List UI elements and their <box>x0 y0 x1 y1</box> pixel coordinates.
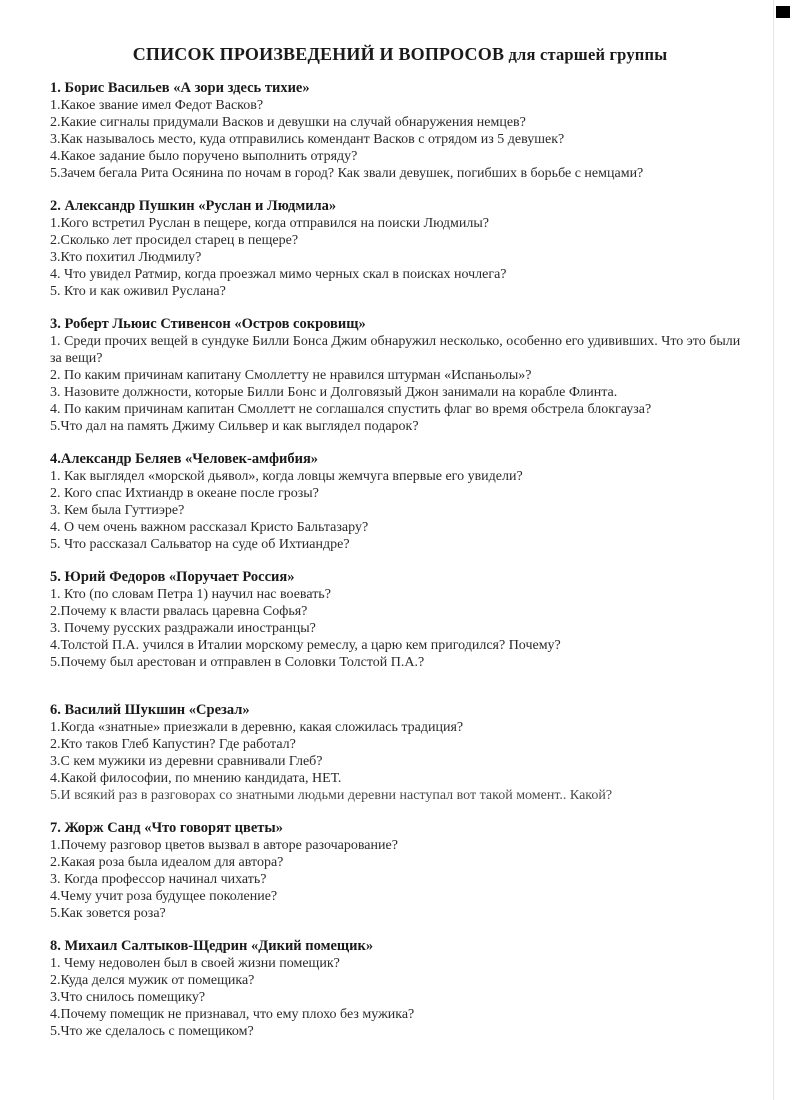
question-item: 4.Какое задание было поручено выполнить отряду? <box>50 149 358 164</box>
question-item: 4. Что увидел Ратмир, когда проезжал мимо черных скал в поисках ночлега? <box>50 267 507 282</box>
question-item: 2.Почему к власти рвалась царевна Софья? <box>50 604 308 619</box>
work-heading: 5. Юрий Федоров «Поручает Россия» <box>50 569 295 585</box>
question-item: 2.Сколько лет просидел старец в пещере? <box>50 233 299 248</box>
work-section-4 <box>50 451 750 553</box>
question-item: 5. Что рассказал Сальватор на суде об Ихтиандре? <box>50 537 350 552</box>
work-heading: 4.Александр Беляев «Человек-амфибия» <box>50 451 319 467</box>
question-item: 1. Среди прочих вещей в сундуке Билли Бонса Джим обнаружил несколько, особенно его удививших. Что это были за вещи? <box>50 334 741 366</box>
question-item: 1.Почему разговор цветов вызвал в авторе разочарование? <box>50 838 398 853</box>
question-item: 4. По каким причинам капитан Смоллетт не соглашался спустить флаг во время обстрела блокгауза? <box>50 402 652 417</box>
work-section-5 <box>50 569 750 671</box>
question-item: 3. Кем была Гуттиэре? <box>50 503 185 518</box>
work-heading: 1. Борис Васильев «А зори здесь тихие» <box>50 80 310 96</box>
question-item: 4.Какой философии, по мнению кандидата, НЕТ. <box>50 771 342 786</box>
question-item: 1. Кто (по словам Петра 1) научил нас воевать? <box>50 587 331 602</box>
question-item: 1.Какое звание имел Федот Васков? <box>50 98 264 113</box>
question-item: 2. По каким причинам капитану Смоллетту не нравился штурман «Испаньолы»? <box>50 368 532 383</box>
question-item: 3.С кем мужики из деревни сравнивали Глеб? <box>50 754 323 769</box>
question-item: 2.Куда делся мужик от помещика? <box>50 973 255 988</box>
question-item: 4.Почему помещик не признавал, что ему плохо без мужика? <box>50 1007 415 1022</box>
question-item: 3. Назовите должности, которые Билли Бонс и Долговязый Джон занимали на корабле Флинта. <box>50 385 618 400</box>
question-list <box>50 80 750 1040</box>
work-section-3 <box>50 316 750 435</box>
scan-edge <box>773 0 774 1100</box>
question-item: 1.Кого встретил Руслан в пещере, когда отправился на поиски Людмилы? <box>50 216 489 231</box>
question-item: 5.Зачем бегала Рита Осянина по ночам в город? Как звали девушек, погибших в борьбе с немцами? <box>50 166 644 181</box>
question-item: 5.Что дал на память Джиму Сильвер и как выглядел подарок? <box>50 419 419 434</box>
work-section-2 <box>50 198 750 300</box>
work-heading: 6. Василий Шукшин «Срезал» <box>50 702 250 718</box>
work-heading: 7. Жорж Санд «Что говорят цветы» <box>50 820 283 836</box>
question-item: 1. Чему недоволен был в своей жизни помещик? <box>50 956 340 971</box>
question-item: 3.Как называлось место, куда отправились комендант Васков с отрядом из 5 девушек? <box>50 132 565 147</box>
question-item: 3.Что снилось помещику? <box>50 990 206 1005</box>
question-item: 2.Кто таков Глеб Капустин? Где работал? <box>50 737 296 752</box>
question-item: 1. Как выглядел «морской дьявол», когда ловцы жемчуга впервые его увидели? <box>50 469 523 484</box>
work-heading: 2. Александр Пушкин «Руслан и Людмила» <box>50 198 337 214</box>
question-item: 5.Что же сделалось с помещиком? <box>50 1024 254 1039</box>
question-item: 5.И всякий раз в разговорах со знатными людьми деревни наступал вот такой момент.. Какой? <box>50 788 613 803</box>
question-item: 1.Когда «знатные» приезжали в деревню, какая сложилась традиция? <box>50 720 464 735</box>
work-heading: 8. Михаил Салтыков-Щедрин «Дикий помещик» <box>50 938 374 954</box>
work-heading: 3. Роберт Льюис Стивенсон «Остров сокровищ» <box>50 316 366 332</box>
question-item: 3. Почему русских раздражали иностранцы? <box>50 621 316 636</box>
question-item: 2. Кого спас Ихтиандр в океане после грозы? <box>50 486 319 501</box>
scan-mark <box>776 6 790 18</box>
work-section-6 <box>50 702 750 804</box>
question-item: 5.Как зовется роза? <box>50 906 166 921</box>
question-item: 2.Какие сигналы придумали Васков и девушки на случай обнаружения немцев? <box>50 115 526 130</box>
question-item: 3.Кто похитил Людмилу? <box>50 250 202 265</box>
question-item: 3. Когда профессор начинал чихать? <box>50 872 267 887</box>
question-item: 2.Какая роза была идеалом для автора? <box>50 855 284 870</box>
question-item: 5. Кто и как оживил Руслана? <box>50 284 226 299</box>
question-item: 4. О чем очень важном рассказал Кристо Бальтазару? <box>50 520 369 535</box>
page-title-tail: для старшей группы <box>504 45 668 64</box>
work-section-8 <box>50 938 750 1040</box>
question-item: 4.Чему учит роза будущее поколение? <box>50 889 278 904</box>
question-item: 5.Почему был арестован и отправлен в Соловки Толстой П.А.? <box>50 655 425 670</box>
page-title-main: СПИСОК ПРОИЗВЕДЕНИЙ И ВОПРОСОВ <box>132 44 505 64</box>
work-section-1 <box>50 80 750 182</box>
work-section-7 <box>50 820 750 922</box>
question-item: 4.Толстой П.А. учился в Италии морскому ремеслу, а царю кем пригодился? Почему? <box>50 638 561 653</box>
page-title <box>0 44 800 65</box>
